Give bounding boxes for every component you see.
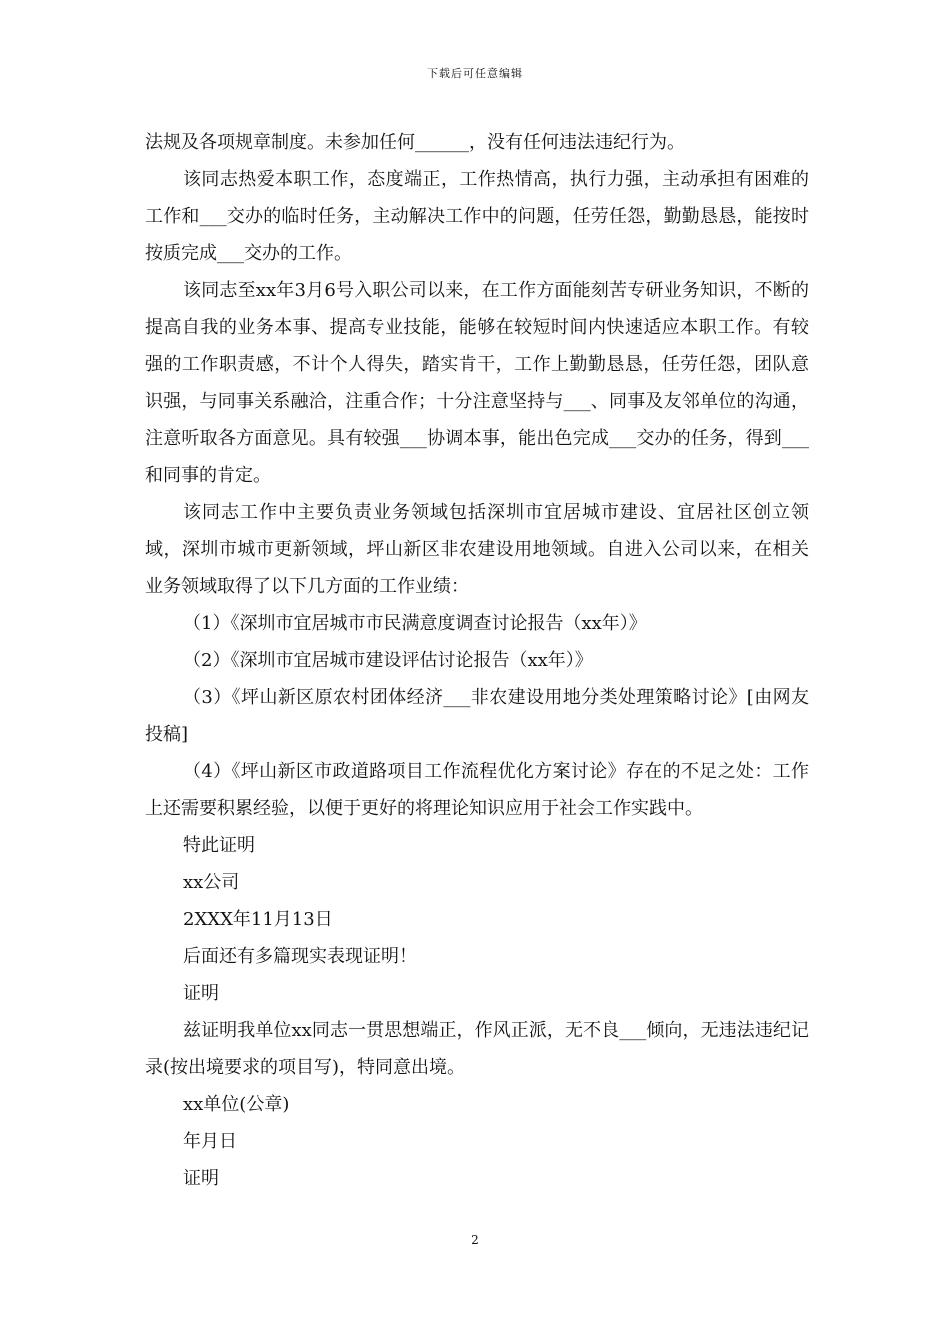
paragraph: 该同志热爱本职工作，态度端正，工作热情高，执行力强，主动承担有困难的工作和___交办的临时任务，主动解决工作中的问题，任劳任怨，勤勤恳恳，能按时按质完成___交办的工作。 <box>145 169 809 264</box>
section-title: 证明 <box>183 983 219 1004</box>
paragraph: 法规及各项规章制度。未参加任何______，没有任何违法违纪行为。 <box>145 132 685 153</box>
closing-line: 特此证明 <box>183 835 255 856</box>
date-line: 年月日 <box>183 1131 237 1152</box>
list-item: （1）《深圳市宜居城市市民满意度调查讨论报告（xx年）》 <box>183 613 647 634</box>
page-number: 2 <box>471 1233 479 1247</box>
unit-seal-line: xx单位(公章) <box>183 1094 290 1115</box>
date-line: 2XXX年11月13日 <box>183 909 333 930</box>
paragraph: 该同志至xx年3月6号入职公司以来，在工作方面能刻苦专研业务知识，不断的提高自我的业务本事、提高专业技能，能够在较短时间内快速适应本职工作。有较强的工作职责感，不计个人得失，踏实肯干，工作上勤勤恳恳，任劳任怨，团队意识强，与同事关系融洽，注重合作；十分注意坚持与___、同事及友邻单位的沟通，注意听取各方面意见。具有较强___协调本事，能出色完成___交办的任务，得到___和同事的肯定。 <box>145 280 809 486</box>
section-title: 证明 <box>183 1168 219 1189</box>
list-item: （2）《深圳市宜居城市建设评估讨论报告（xx年）》 <box>183 650 593 671</box>
paragraph: 该同志工作中主要负责业务领域包括深圳市宜居城市建设、宜居社区创立领域，深圳市城市更新领域，坪山新区非农建设用地领域。自进入公司以来，在相关业务领域取得了以下几方面的工作业绩： <box>145 502 809 597</box>
document-body <box>145 124 809 1197</box>
page-header: 下载后可任意编辑 <box>427 67 523 80</box>
note-line: 后面还有多篇现实表现证明！ <box>183 946 417 967</box>
list-item: （4）《坪山新区市政道路项目工作流程优化方案讨论》存在的不足之处：工作上还需要积累经验，以便于更好的将理论知识应用于社会工作实践中。 <box>145 761 809 819</box>
paragraph: 兹证明我单位xx同志一贯思想端正，作风正派，无不良___倾向，无违法违纪记录(按出境要求的项目写)，特同意出境。 <box>145 1020 809 1078</box>
company-name: xx公司 <box>183 872 240 893</box>
list-item: （3）《坪山新区原农村团体经济___非农建设用地分类处理策略讨论》[由网友投稿] <box>145 687 809 745</box>
